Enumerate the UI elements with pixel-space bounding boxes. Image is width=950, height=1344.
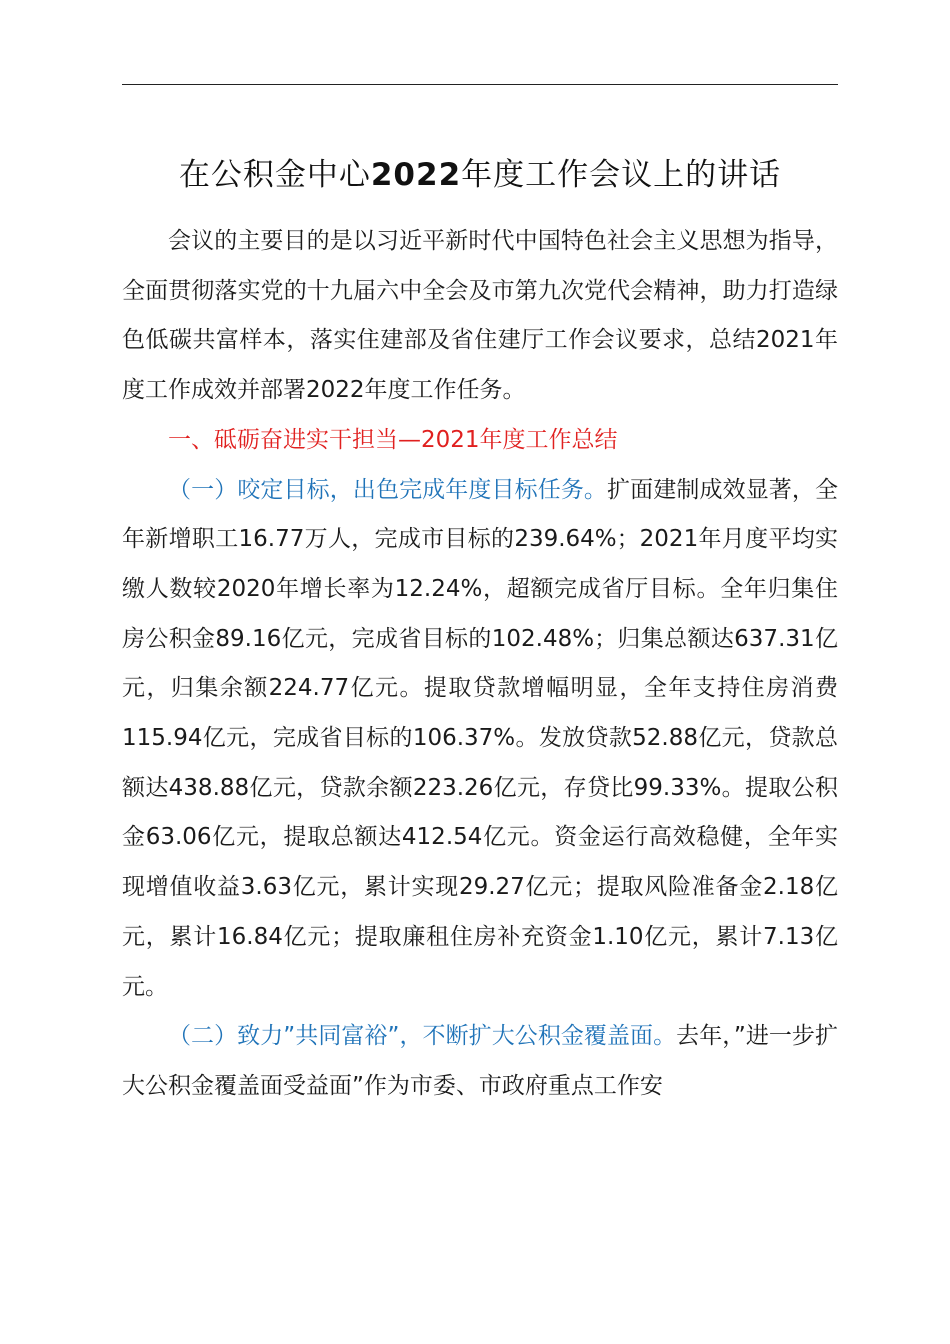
document-page xyxy=(122,140,838,1112)
subsection-2-paragraph xyxy=(122,1012,838,1111)
intro-paragraph: 会议的主要目的是以习近平新时代中国特色社会主义思想为指导，全面贯彻落实党的十九届六中全会及市第九次党代会精神，助力打造绿色低碳共富样本，落实住建部及省住建厅工作会议要求，总结2021年度工作成效并部署2022年度工作任务。 xyxy=(122,228,838,404)
title-suffix: 年度工作会议上的讲话 xyxy=(461,157,782,193)
subsection-2-body: 去年，”进一步扩大公积金覆盖面受益面”作为市委、市政府重点工作安 xyxy=(122,1023,838,1099)
header-rule xyxy=(122,84,838,85)
document-title xyxy=(122,140,838,210)
title-prefix: 在公积金中心 xyxy=(178,157,371,193)
section-heading: 一、砥砺奋进实干担当—2021年度工作总结 xyxy=(168,426,618,453)
subsection-2-heading: （二）致力”共同富裕”，不断扩大公积金覆盖面。 xyxy=(168,1023,677,1050)
subsection-1-paragraph xyxy=(122,466,838,1013)
title-year: 2022 xyxy=(370,157,462,193)
subsection-1-body: 扩面建制成效显著，全年新增职工16.77万人，完成市目标的239.64%；2021年月度平均实缴人数较2020年增长率为12.24%，超额完成省厅目标。全年归集住房公积金89.16亿元，完成省目标的102.48%；归集总额达637.31亿元，归集余额224.77亿元。提取贷款增幅明显，全年支持住房消费115.94亿元，完成省目标的106.37%。发放贷款52.88亿元，贷款总额达438.88亿元，贷款余额223.26亿元，存贷比99.33%。提取公积金63.06亿元，提取总额达412.54亿元。资金运行高效稳健，全年实现增值收益3.63亿元，累计实现29.27亿元；提取风险准备金2.18亿元，累计16.84亿元；提取廉租住房补充资金1.10亿元，累计7.13亿元。 xyxy=(122,476,839,1000)
subsection-1-heading: （一）咬定目标，出色完成年度目标任务。 xyxy=(168,476,608,503)
